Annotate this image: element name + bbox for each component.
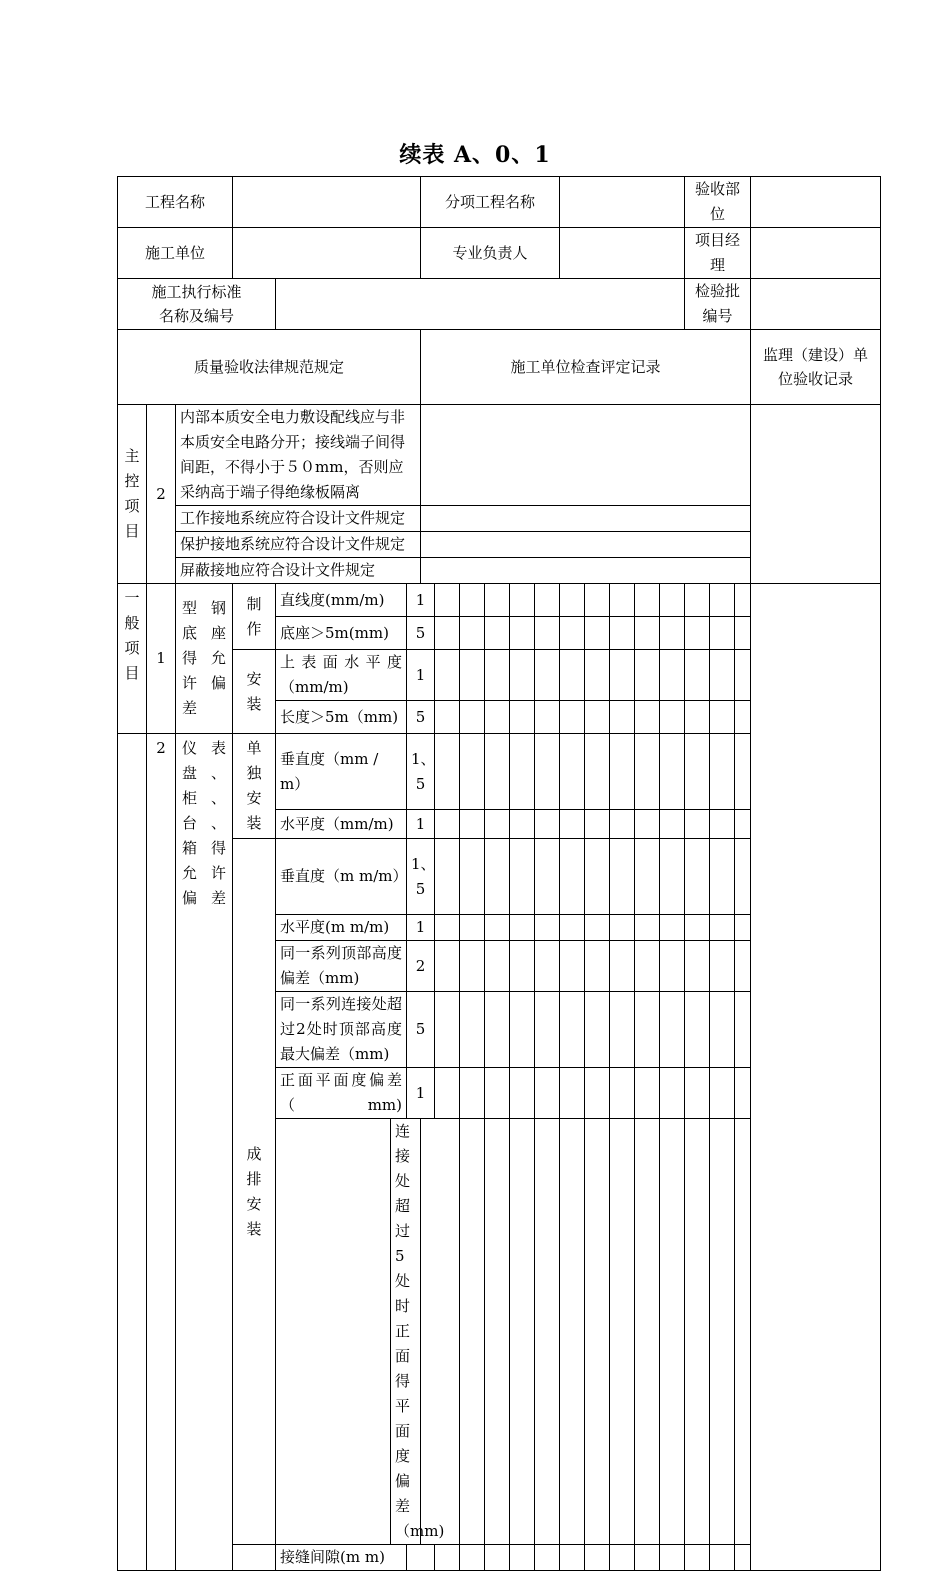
check-cell[interactable] [485, 734, 510, 810]
general-char: 项 [124, 639, 140, 657]
group2-value-5: 2 [407, 941, 435, 992]
main-control-record-2[interactable] [421, 506, 751, 532]
group2-item-5: 同一系列顶部高度偏差（mm) [276, 941, 407, 992]
construction-record-header: 施工单位检查评定记录 [421, 330, 751, 405]
group2-sub2-char: 装 [246, 1219, 262, 1238]
check-cell[interactable] [435, 584, 460, 617]
group1-sub1 [233, 584, 276, 650]
check-cell[interactable] [710, 992, 735, 1068]
check-cell[interactable] [685, 1119, 710, 1545]
check-cell[interactable] [685, 839, 710, 915]
check-cell[interactable] [460, 650, 485, 701]
check-cell[interactable] [635, 915, 660, 941]
check-cell[interactable] [685, 701, 710, 734]
check-cell[interactable] [510, 701, 535, 734]
batch-number-value[interactable] [751, 279, 881, 330]
group2-sub1-char: 独 [246, 764, 262, 782]
check-cell[interactable] [735, 734, 751, 810]
check-cell[interactable] [560, 584, 585, 617]
check-cell[interactable] [460, 701, 485, 734]
check-cell[interactable] [560, 650, 585, 701]
check-cell[interactable] [735, 1068, 751, 1119]
group2-item-3: 垂直度（m m/m） [276, 839, 407, 915]
check-cell[interactable] [735, 992, 751, 1068]
check-cell[interactable] [635, 734, 660, 810]
check-cell[interactable] [735, 1119, 751, 1545]
check-cell[interactable] [535, 810, 560, 839]
main-control-item-4: 屏蔽接地应符合设计文件规定 [176, 558, 421, 584]
check-cell[interactable] [585, 839, 610, 915]
supervision-header [751, 330, 881, 405]
inspection-form [117, 176, 869, 1571]
check-cell[interactable] [460, 734, 485, 810]
check-cell[interactable] [435, 810, 460, 839]
check-cell[interactable] [660, 915, 685, 941]
check-cell[interactable] [535, 839, 560, 915]
check-cell[interactable] [535, 734, 560, 810]
group2-value-6: 5 [407, 992, 435, 1068]
group2-value-2: 1 [407, 810, 435, 839]
check-cell[interactable] [610, 915, 635, 941]
check-cell[interactable] [535, 1068, 560, 1119]
group1-value-4: 5 [407, 701, 435, 734]
check-cell[interactable] [735, 810, 751, 839]
check-cell[interactable] [535, 1545, 560, 1571]
check-cell[interactable] [485, 1068, 510, 1119]
group2-value-3: 1、5 [407, 839, 435, 915]
group1-item-3: 上表面水平度（mm/m) [276, 650, 407, 701]
main-control-record-1[interactable] [421, 405, 751, 506]
check-cell[interactable] [460, 839, 485, 915]
check-cell[interactable] [660, 1119, 685, 1545]
group1-number: 1 [147, 584, 176, 734]
check-cell[interactable] [460, 810, 485, 839]
check-cell[interactable] [660, 584, 685, 617]
check-cell[interactable] [460, 1119, 485, 1545]
check-cell[interactable] [610, 584, 635, 617]
check-cell[interactable] [560, 1119, 585, 1545]
check-cell[interactable] [535, 617, 560, 650]
group2-item-8: 连接处超过5处时正面得平面度偏差（mm) [391, 1119, 421, 1545]
group1-name: 型钢底座得允许偏差 [176, 584, 233, 734]
check-cell[interactable] [560, 915, 585, 941]
check-cell[interactable] [735, 617, 751, 650]
group2-sub2 [233, 839, 276, 1545]
check-cell[interactable] [710, 915, 735, 941]
check-cell[interactable] [510, 1545, 535, 1571]
check-cell[interactable] [435, 734, 460, 810]
check-cell[interactable] [435, 650, 460, 701]
check-cell[interactable] [660, 810, 685, 839]
check-cell[interactable] [460, 584, 485, 617]
general-supervision[interactable] [751, 584, 881, 1571]
check-cell[interactable] [510, 810, 535, 839]
quality-rules-header: 质量验收法律规范规定 [118, 330, 421, 405]
check-cell[interactable] [635, 584, 660, 617]
general-label [118, 584, 147, 734]
group2-item-7: 正面平面度偏差（mm) [276, 1068, 407, 1119]
check-cell[interactable] [510, 941, 535, 992]
check-cell[interactable] [610, 810, 635, 839]
check-cell[interactable] [485, 584, 510, 617]
check-cell[interactable] [535, 992, 560, 1068]
check-cell[interactable] [660, 1068, 685, 1119]
check-cell[interactable] [710, 810, 735, 839]
check-cell[interactable] [485, 915, 510, 941]
check-cell[interactable] [585, 617, 610, 650]
check-cell[interactable] [710, 734, 735, 810]
project-manager-label: 项目经理 [685, 228, 751, 279]
main-control-item-3: 保护接地系统应符合设计文件规定 [176, 532, 421, 558]
check-cell[interactable] [585, 810, 610, 839]
group2-value-8 [421, 1119, 460, 1545]
main-control-char: 主 [124, 447, 140, 465]
check-cell[interactable] [610, 650, 635, 701]
check-cell[interactable] [585, 584, 610, 617]
check-cell[interactable] [585, 1545, 610, 1571]
check-cell[interactable] [710, 839, 735, 915]
check-cell[interactable] [610, 839, 635, 915]
check-cell[interactable] [485, 810, 510, 839]
group2-item-9: 接缝间隙(m m) [276, 1545, 407, 1571]
check-cell[interactable] [685, 1068, 710, 1119]
group2-sub1 [233, 734, 276, 839]
check-cell[interactable] [710, 941, 735, 992]
check-cell[interactable] [735, 1545, 751, 1571]
check-cell[interactable] [585, 915, 610, 941]
check-cell[interactable] [485, 1119, 510, 1545]
group1-sub2 [233, 650, 276, 734]
check-cell[interactable] [560, 992, 585, 1068]
check-cell[interactable] [635, 1068, 660, 1119]
check-cell[interactable] [685, 734, 710, 810]
check-cell[interactable] [535, 915, 560, 941]
project-manager-value[interactable] [751, 228, 881, 279]
check-cell[interactable] [435, 1545, 460, 1571]
check-cell[interactable] [635, 941, 660, 992]
group2-value-1: 1、5 [407, 734, 435, 810]
check-cell[interactable] [685, 617, 710, 650]
check-cell[interactable] [710, 650, 735, 701]
check-cell[interactable] [735, 839, 751, 915]
group2-item-4: 水平度(m m/m) [276, 915, 407, 941]
check-cell[interactable] [560, 1068, 585, 1119]
project-name-value[interactable] [233, 177, 421, 228]
check-cell[interactable] [735, 650, 751, 701]
acceptance-part-value[interactable] [751, 177, 881, 228]
check-cell[interactable] [435, 839, 460, 915]
check-cell[interactable] [610, 701, 635, 734]
check-cell[interactable] [560, 734, 585, 810]
main-control-supervision[interactable] [751, 405, 881, 584]
check-cell[interactable] [660, 839, 685, 915]
check-cell[interactable] [535, 584, 560, 617]
check-cell[interactable] [435, 915, 460, 941]
check-cell[interactable] [660, 941, 685, 992]
check-cell[interactable] [660, 734, 685, 810]
group2-sub1-char: 装 [246, 814, 262, 832]
main-control-item-2: 工作接地系统应符合设计文件规定 [176, 506, 421, 532]
acceptance-part-label: 验收部位 [685, 177, 751, 228]
check-cell[interactable] [735, 584, 751, 617]
check-cell[interactable] [610, 1545, 635, 1571]
general-char: 一 [124, 589, 140, 607]
check-cell[interactable] [635, 701, 660, 734]
check-cell[interactable] [660, 650, 685, 701]
check-cell[interactable] [635, 650, 660, 701]
check-cell[interactable] [485, 839, 510, 915]
check-cell[interactable] [610, 1119, 635, 1545]
check-cell[interactable] [535, 1119, 560, 1545]
check-cell[interactable] [735, 915, 751, 941]
check-cell[interactable] [460, 992, 485, 1068]
check-cell[interactable] [435, 941, 460, 992]
group2-value-4: 1 [407, 915, 435, 941]
general-label-continued [118, 734, 147, 1571]
check-cell[interactable] [510, 650, 535, 701]
check-cell[interactable] [510, 1119, 535, 1545]
group1-sub1-char: 制 [246, 594, 262, 613]
check-cell[interactable] [660, 617, 685, 650]
group1-sub1-char: 作 [246, 619, 262, 638]
check-cell[interactable] [710, 1545, 735, 1571]
check-cell[interactable] [660, 1545, 685, 1571]
check-cell[interactable] [685, 650, 710, 701]
check-cell[interactable] [660, 992, 685, 1068]
standard-label [118, 279, 276, 330]
check-cell[interactable] [485, 650, 510, 701]
check-cell[interactable] [560, 839, 585, 915]
check-cell[interactable] [510, 992, 535, 1068]
check-cell[interactable] [610, 617, 635, 650]
group2-sub2-char: 排 [246, 1169, 262, 1188]
check-cell[interactable] [585, 734, 610, 810]
check-cell[interactable] [660, 701, 685, 734]
check-cell[interactable] [535, 941, 560, 992]
check-cell[interactable] [510, 1068, 535, 1119]
group2-item-2: 水平度（mm/m) [276, 810, 407, 839]
professional-lead-label: 专业负责人 [421, 228, 560, 279]
check-cell[interactable] [710, 617, 735, 650]
check-cell[interactable] [510, 584, 535, 617]
check-cell[interactable] [635, 992, 660, 1068]
group1-value-2: 5 [407, 617, 435, 650]
check-cell[interactable] [435, 701, 460, 734]
check-cell[interactable] [560, 941, 585, 992]
check-cell[interactable] [560, 810, 585, 839]
check-cell[interactable] [485, 617, 510, 650]
standard-label-line1: 施工执行标准 [151, 283, 242, 301]
general-char: 目 [124, 664, 140, 682]
group2-sub4-empty [233, 1545, 276, 1571]
check-cell[interactable] [635, 810, 660, 839]
group1-sub2-char: 安 [246, 669, 262, 688]
main-control-record-4[interactable] [421, 558, 751, 584]
project-name-label: 工程名称 [118, 177, 233, 228]
supervision-header-line2: 位验收记录 [778, 370, 854, 388]
check-cell[interactable] [435, 992, 460, 1068]
check-cell[interactable] [460, 1545, 485, 1571]
supervision-header-line1: 监理（建设）单 [763, 346, 869, 364]
group1-item-2: 底座＞5m(mm) [276, 617, 407, 650]
group1-value-3: 1 [407, 650, 435, 701]
main-control-number: 2 [147, 405, 176, 584]
check-cell[interactable] [585, 941, 610, 992]
batch-number-label: 检验批编号 [685, 279, 751, 330]
check-cell[interactable] [510, 839, 535, 915]
group2-number: 2 [147, 734, 176, 1571]
check-cell[interactable] [635, 1545, 660, 1571]
group2-item-1: 垂直度（mm / m） [276, 734, 407, 810]
check-cell[interactable] [585, 701, 610, 734]
check-cell[interactable] [435, 617, 460, 650]
general-char: 般 [124, 614, 140, 632]
check-cell[interactable] [735, 941, 751, 992]
check-cell[interactable] [685, 1545, 710, 1571]
standard-label-line2: 名称及编号 [159, 307, 235, 325]
main-control-char: 控 [124, 472, 140, 490]
group2-name: 仪表盘、柜、台、箱得允许偏差 [176, 734, 233, 1571]
check-cell[interactable] [735, 701, 751, 734]
standard-value[interactable] [276, 279, 685, 330]
check-cell[interactable] [535, 650, 560, 701]
check-cell[interactable] [610, 734, 635, 810]
check-cell[interactable] [685, 584, 710, 617]
check-cell[interactable] [685, 915, 710, 941]
construction-unit-label: 施工单位 [118, 228, 233, 279]
check-cell[interactable] [685, 810, 710, 839]
main-control-char: 目 [124, 522, 140, 540]
check-cell[interactable] [510, 915, 535, 941]
check-cell[interactable] [585, 1119, 610, 1545]
check-cell[interactable] [710, 1119, 735, 1545]
check-cell[interactable] [610, 941, 635, 992]
professional-lead-value[interactable] [560, 228, 685, 279]
check-cell[interactable] [510, 617, 535, 650]
check-cell[interactable] [560, 617, 585, 650]
sub-project-name-value[interactable] [560, 177, 685, 228]
check-cell[interactable] [485, 941, 510, 992]
sub-project-name-label: 分项工程名称 [421, 177, 560, 228]
group1-item-1: 直线度(mm/m) [276, 584, 407, 617]
check-cell[interactable] [610, 992, 635, 1068]
check-cell[interactable] [710, 584, 735, 617]
check-cell[interactable] [585, 650, 610, 701]
check-cell[interactable] [585, 1068, 610, 1119]
page-title: 续表 A、0、1 [399, 142, 551, 168]
group2-sub3-empty [276, 1119, 391, 1545]
check-cell[interactable] [535, 701, 560, 734]
check-cell[interactable] [560, 701, 585, 734]
check-cell[interactable] [710, 1068, 735, 1119]
main-control-label [118, 405, 147, 584]
check-cell[interactable] [460, 915, 485, 941]
check-cell[interactable] [460, 617, 485, 650]
check-cell[interactable] [635, 1119, 660, 1545]
check-cell[interactable] [635, 839, 660, 915]
group1-item-4: 长度＞5m（mm) [276, 701, 407, 734]
group2-value-9 [407, 1545, 435, 1571]
check-cell[interactable] [560, 1545, 585, 1571]
group2-item-6: 同一系列连接处超过2处时顶部高度最大偏差（mm) [276, 992, 407, 1068]
main-control-record-3[interactable] [421, 532, 751, 558]
group2-sub2-char: 安 [246, 1194, 262, 1213]
check-cell[interactable] [635, 617, 660, 650]
check-cell[interactable] [610, 1068, 635, 1119]
form-table [117, 176, 881, 1571]
check-cell[interactable] [460, 1068, 485, 1119]
check-cell[interactable] [485, 992, 510, 1068]
check-cell[interactable] [460, 941, 485, 992]
check-cell[interactable] [685, 992, 710, 1068]
group1-sub2-char: 装 [246, 694, 262, 713]
group2-sub2-char: 成 [246, 1144, 262, 1163]
check-cell[interactable] [435, 1068, 460, 1119]
check-cell[interactable] [485, 1545, 510, 1571]
main-control-char: 项 [124, 497, 140, 515]
group2-sub1-char: 安 [246, 789, 262, 807]
construction-unit-value[interactable] [233, 228, 421, 279]
check-cell[interactable] [510, 734, 535, 810]
group2-sub1-char: 单 [246, 739, 262, 757]
check-cell[interactable] [485, 701, 510, 734]
check-cell[interactable] [685, 941, 710, 992]
group1-value-1: 1 [407, 584, 435, 617]
check-cell[interactable] [585, 992, 610, 1068]
main-control-item-1: 内部本质安全电力敷设配线应与非本质安全电路分开；接线端子间得间距，不得小于５０mm，否则应采纳高于端子得绝缘板隔离 [176, 405, 421, 506]
group2-value-7: 1 [407, 1068, 435, 1119]
check-cell[interactable] [710, 701, 735, 734]
